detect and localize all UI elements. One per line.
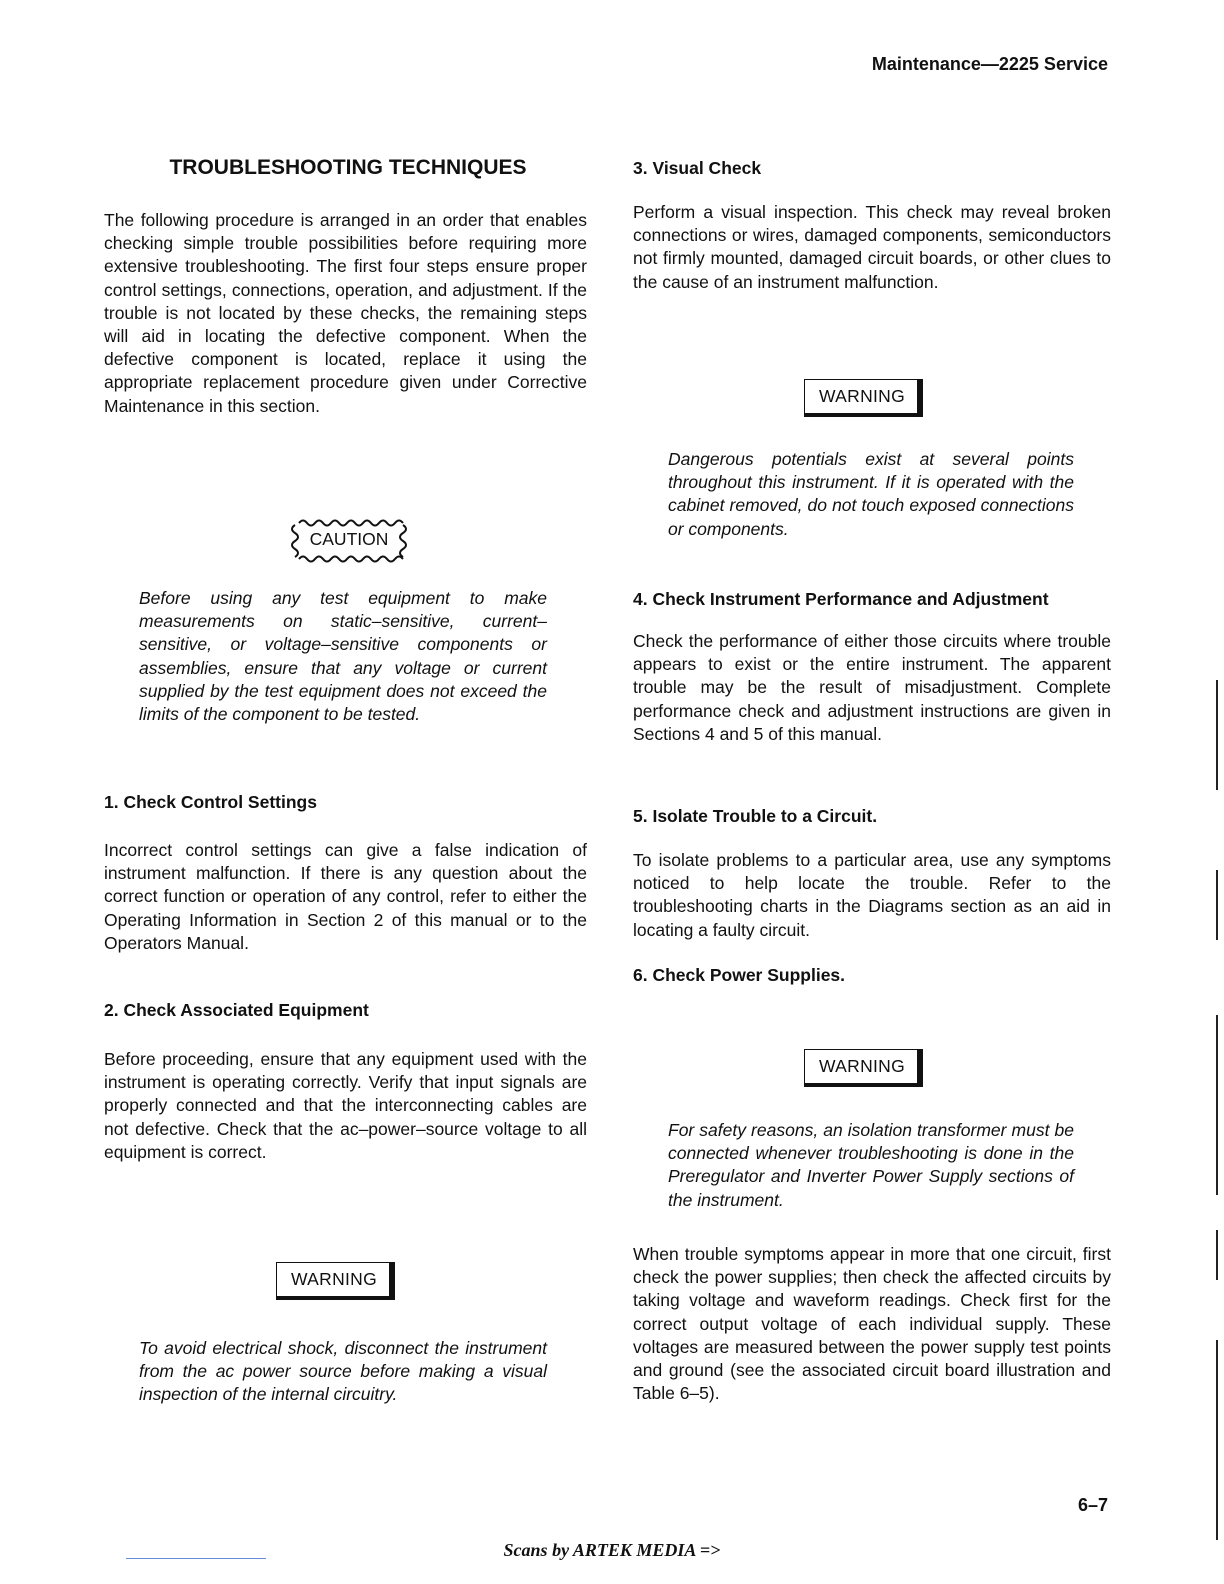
caution-text-label: CAUTION <box>309 529 389 549</box>
step-4-heading: 4. Check Instrument Performance and Adjustment <box>633 589 1049 609</box>
page-title: TROUBLESHOOTING TECHNIQUES <box>169 156 527 179</box>
scan-edge-mark <box>1216 870 1218 940</box>
step-4-paragraph: Check the performance of either those circuits where trouble appears to exist or the entire instrument. The apparent trouble may be the result of misadjustment. Complete performance check and adjustment instructions are given in Sections 4 and 5 of this manual. <box>633 631 1111 744</box>
step-6-paragraph: When trouble symptoms appear in more that one circuit, first check the power supplies; then check the affected circuits by taking voltage and waveform readings. Check first for the correct output voltage of each individual supply. These voltages are measured between the power supply test points and ground (see the associated circuit board illustration and Table 6–5). <box>633 1244 1111 1404</box>
intro-paragraph: The following procedure is arranged in an order that enables checking simple trouble possibilities before requiring more extensive troubleshooting. The first four steps ensure proper control settings, connections, operation, and adjustment. If the trouble is not located by these checks, the remaining steps will aid in locating the defective component. When the defective component is located, replace it using the appropriate replacement procedure given under Corrective Maintenance in this section. <box>104 210 587 416</box>
step-3-paragraph: Perform a visual inspection. This check may reveal broken connections or wires, damaged components, semiconductors not firmly mounted, damaged circuit boards, or other clues to the cause of an instrument malfunction. <box>633 202 1111 292</box>
step-2-heading: 2. Check Associated Equipment <box>104 1000 369 1020</box>
step-1-paragraph: Incorrect control settings can give a false indication of instrument malfunction. If there is any question about the correct function or operation of any control, refer to either the Operating Information in Section 2 of this manual or to the Operators Manual. <box>104 840 587 953</box>
warning-label-shock: WARNING <box>276 1262 395 1300</box>
step-5-heading: 5. Isolate Trouble to a Circuit. <box>633 806 878 826</box>
footer-rule <box>126 1558 266 1559</box>
step-1-heading: 1. Check Control Settings <box>104 792 317 812</box>
caution-label <box>287 517 411 570</box>
warning-label-isolation: WARNING <box>804 1049 923 1087</box>
step-5-paragraph: To isolate problems to a particular area, use any symptoms noticed to help locate the trouble. Refer to the troubleshooting charts in the Diagrams section as an aid in locating a faulty circuit. <box>633 850 1111 940</box>
running-header: Maintenance—2225 Service <box>871 54 1108 74</box>
step-6-heading: 6. Check Power Supplies. <box>633 965 846 985</box>
warning-label-potentials: WARNING <box>804 379 923 417</box>
scan-edge-mark <box>1216 1015 1218 1195</box>
warning-note-shock: To avoid electrical shock, disconnect the instrument from the ac power source before making a visual inspection of the internal circuitry. <box>139 1338 547 1405</box>
scan-edge-mark <box>1216 1340 1218 1540</box>
scan-credit: Scans by ARTEK MEDIA => <box>503 1540 721 1560</box>
scan-edge-mark <box>1216 680 1218 790</box>
step-3-heading: 3. Visual Check <box>633 158 762 178</box>
warning-note-potentials: Dangerous potentials exist at several points throughout this instrument. If it is operated with the cabinet removed, do not touch exposed connections or components. <box>668 449 1074 539</box>
page-number: 6–7 <box>1077 1495 1108 1515</box>
warning-note-isolation: For safety reasons, an isolation transformer must be connected whenever troubleshooting is done in the Preregulator and Inverter Power Supply sections of the instrument. <box>668 1120 1074 1210</box>
step-2-paragraph: Before proceeding, ensure that any equipment used with the instrument is operating correctly. Verify that input signals are properly connected and that the interconnecting cables are not defective. Check that the ac–power–source voltage to all equipment is correct. <box>104 1049 587 1162</box>
caution-note: Before using any test equipment to make measurements on static–sensitive, current–sensitive, or voltage–sensitive components or assemblies, ensure that any voltage or current supplied by the test equipment does not exceed the limits of the component to be tested. <box>139 588 547 725</box>
scan-edge-mark <box>1216 1230 1218 1280</box>
